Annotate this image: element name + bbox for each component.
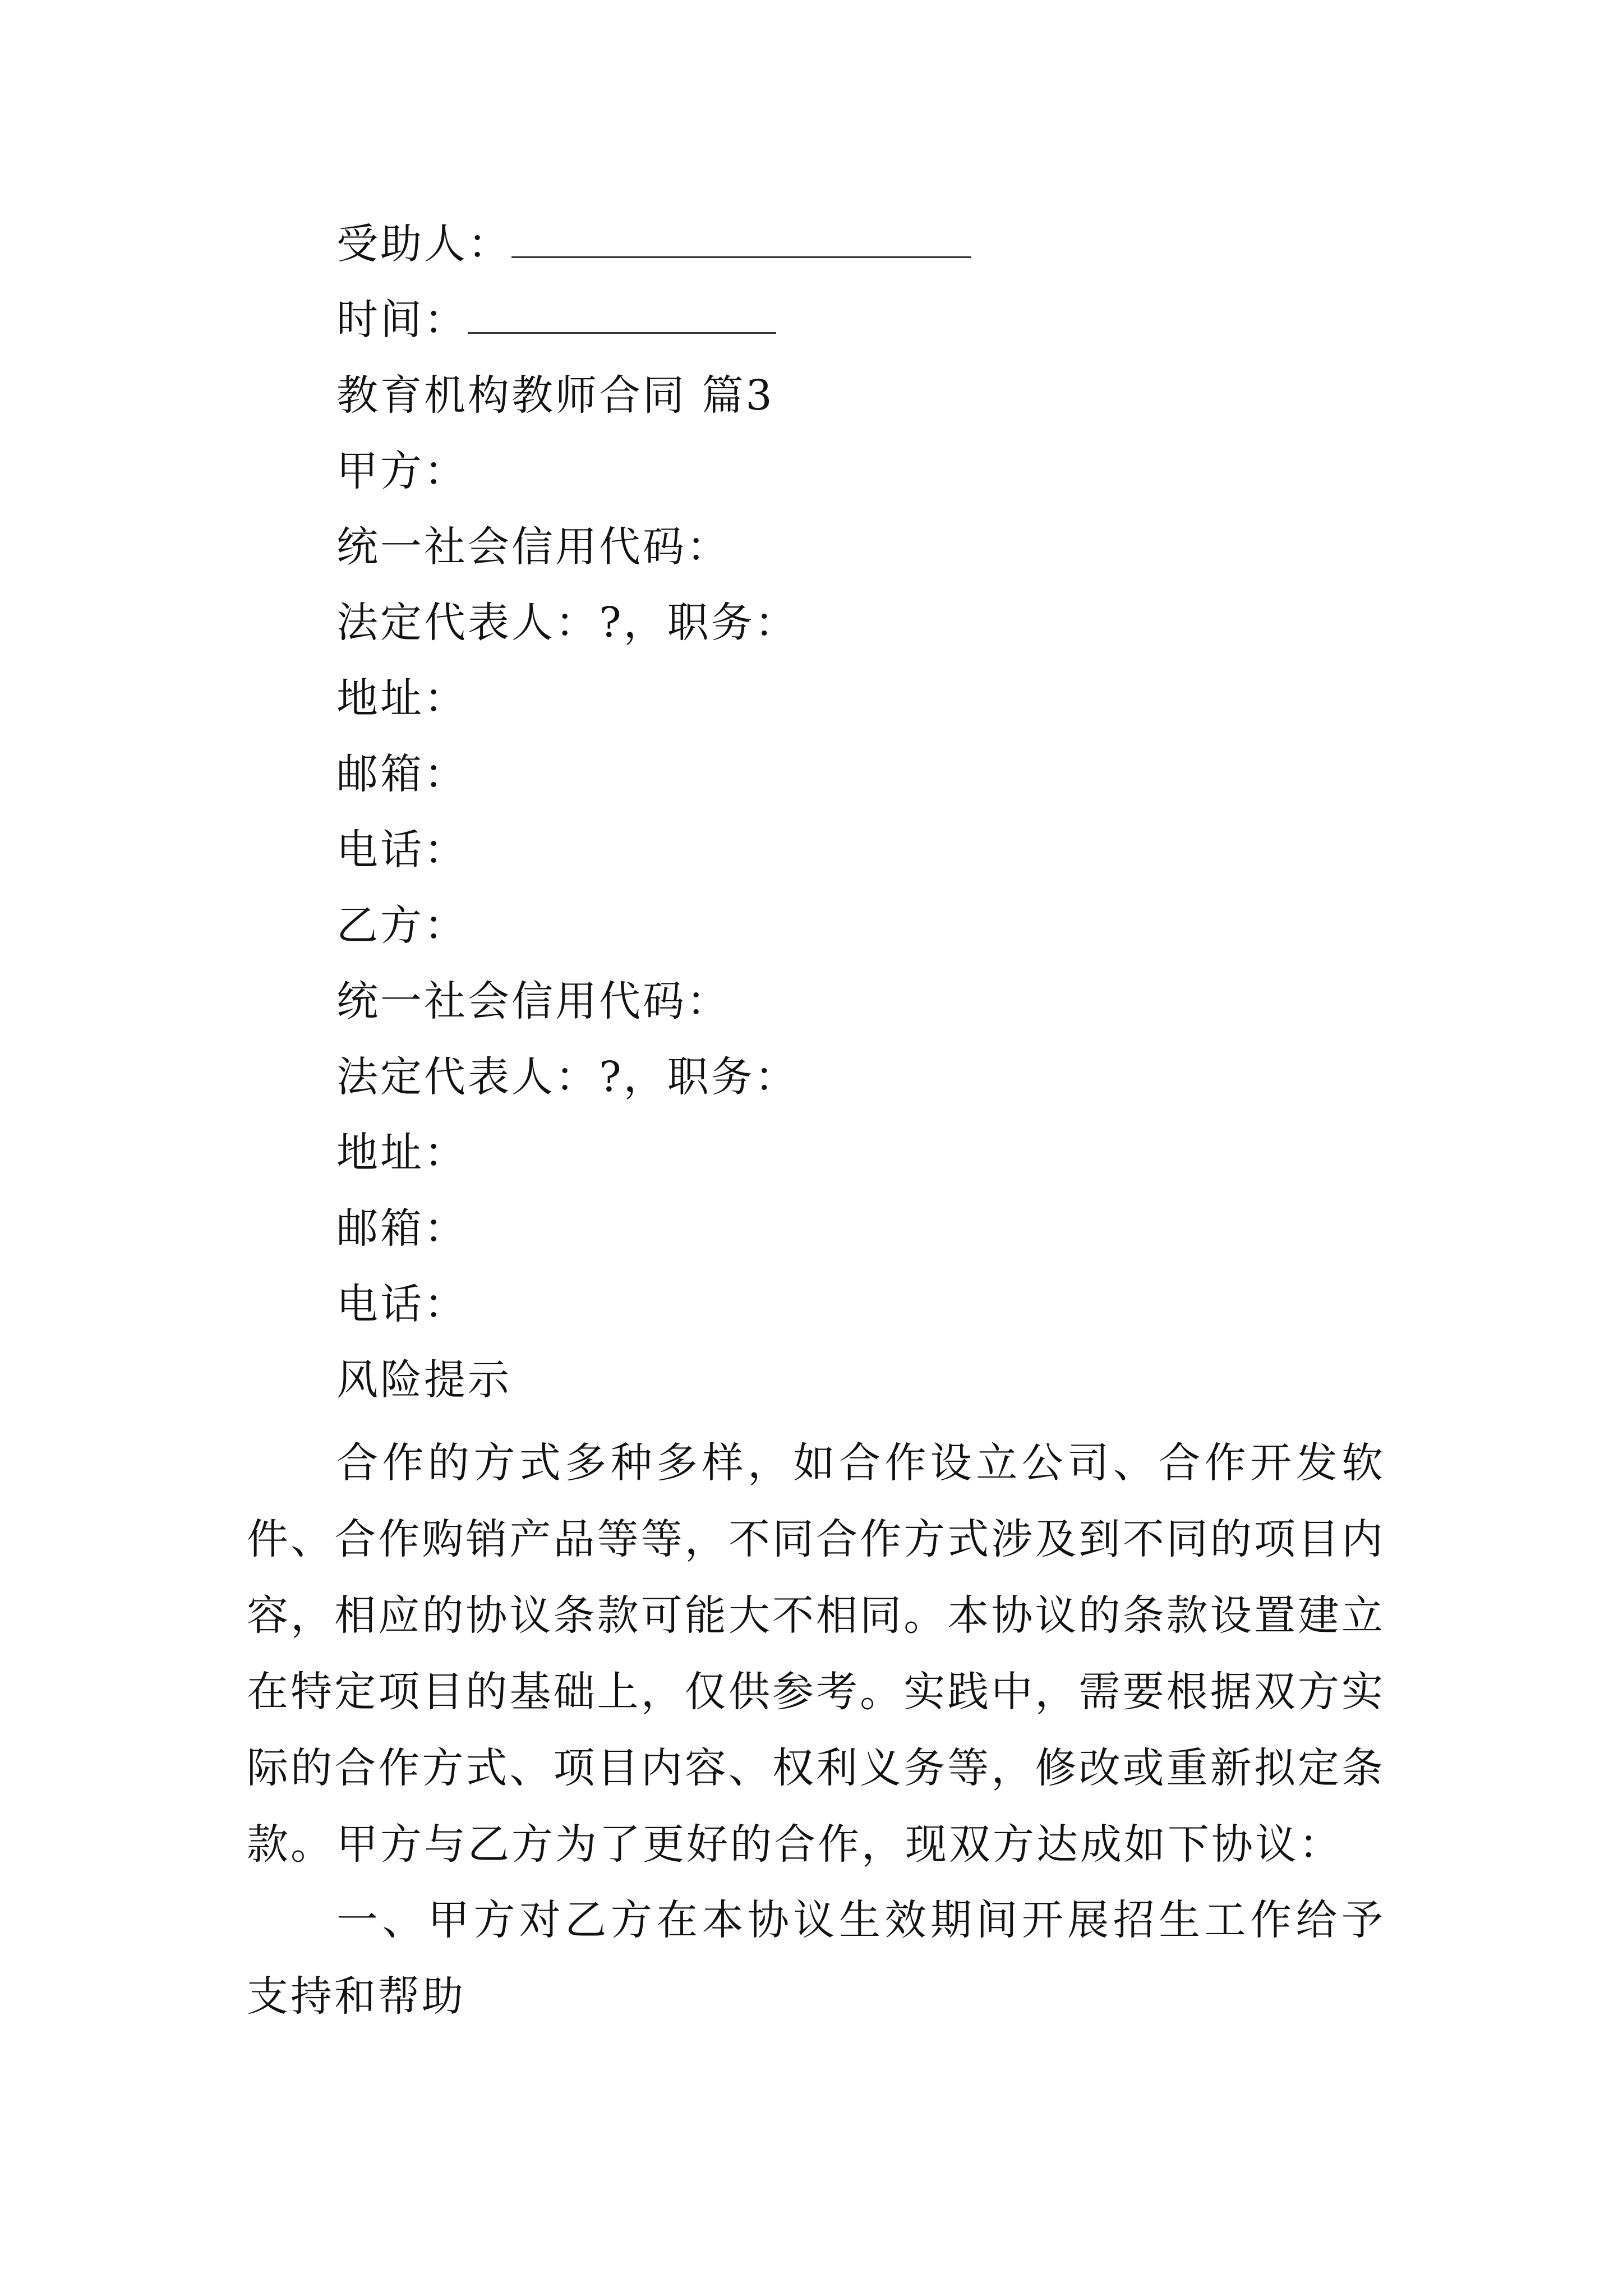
section-title: 教育机构教师合同 篇3 (336, 371, 774, 420)
recipient-line (336, 216, 971, 272)
risk-title: 风险提示 (336, 1356, 511, 1404)
party-a-email: 邮箱： (336, 750, 468, 798)
party-b-address: 地址： (336, 1129, 468, 1177)
recipient-label: 受助人： (336, 220, 511, 268)
party-b-email: 邮箱： (336, 1204, 468, 1253)
risk-paragraph: 合作的方式多种多样，如合作设立公司、合作开发软件、合作购销产品等等，不同合作方式涉及到不同的项目内容，相应的协议条款可能大不相同。本协议的条款设置建立在特定项目的基础上，仅供参考。实践中，需要根据双方实际的合作方式、项目内容、权利义务等，修改或重新拟定条款。 (247, 1439, 1385, 1869)
time-line (336, 292, 776, 348)
time-blank (468, 293, 776, 334)
party-a-phone: 电话： (336, 826, 468, 874)
party-a-credit-code: 统一社会信用代码： (336, 523, 730, 571)
party-a-legal-rep: 法定代表人：?，职务： (336, 599, 799, 647)
party-b-label: 乙方： (336, 901, 468, 950)
time-label: 时间： (336, 296, 468, 344)
party-b-legal-rep: 法定代表人：?，职务： (336, 1053, 799, 1101)
party-b-credit-code: 统一社会信用代码： (336, 977, 730, 1025)
agreement-intro: 甲方与乙方为了更好的合作，现双方达成如下协议： (336, 1820, 1343, 1869)
party-b-phone: 电话： (336, 1280, 468, 1328)
party-a-label: 甲方： (336, 447, 468, 495)
party-a-address: 地址： (336, 674, 468, 723)
clause-1: 一、甲方对乙方在本协议生效期间开展招生工作给予支持和帮助 (247, 1896, 1385, 2021)
recipient-blank (511, 217, 971, 258)
